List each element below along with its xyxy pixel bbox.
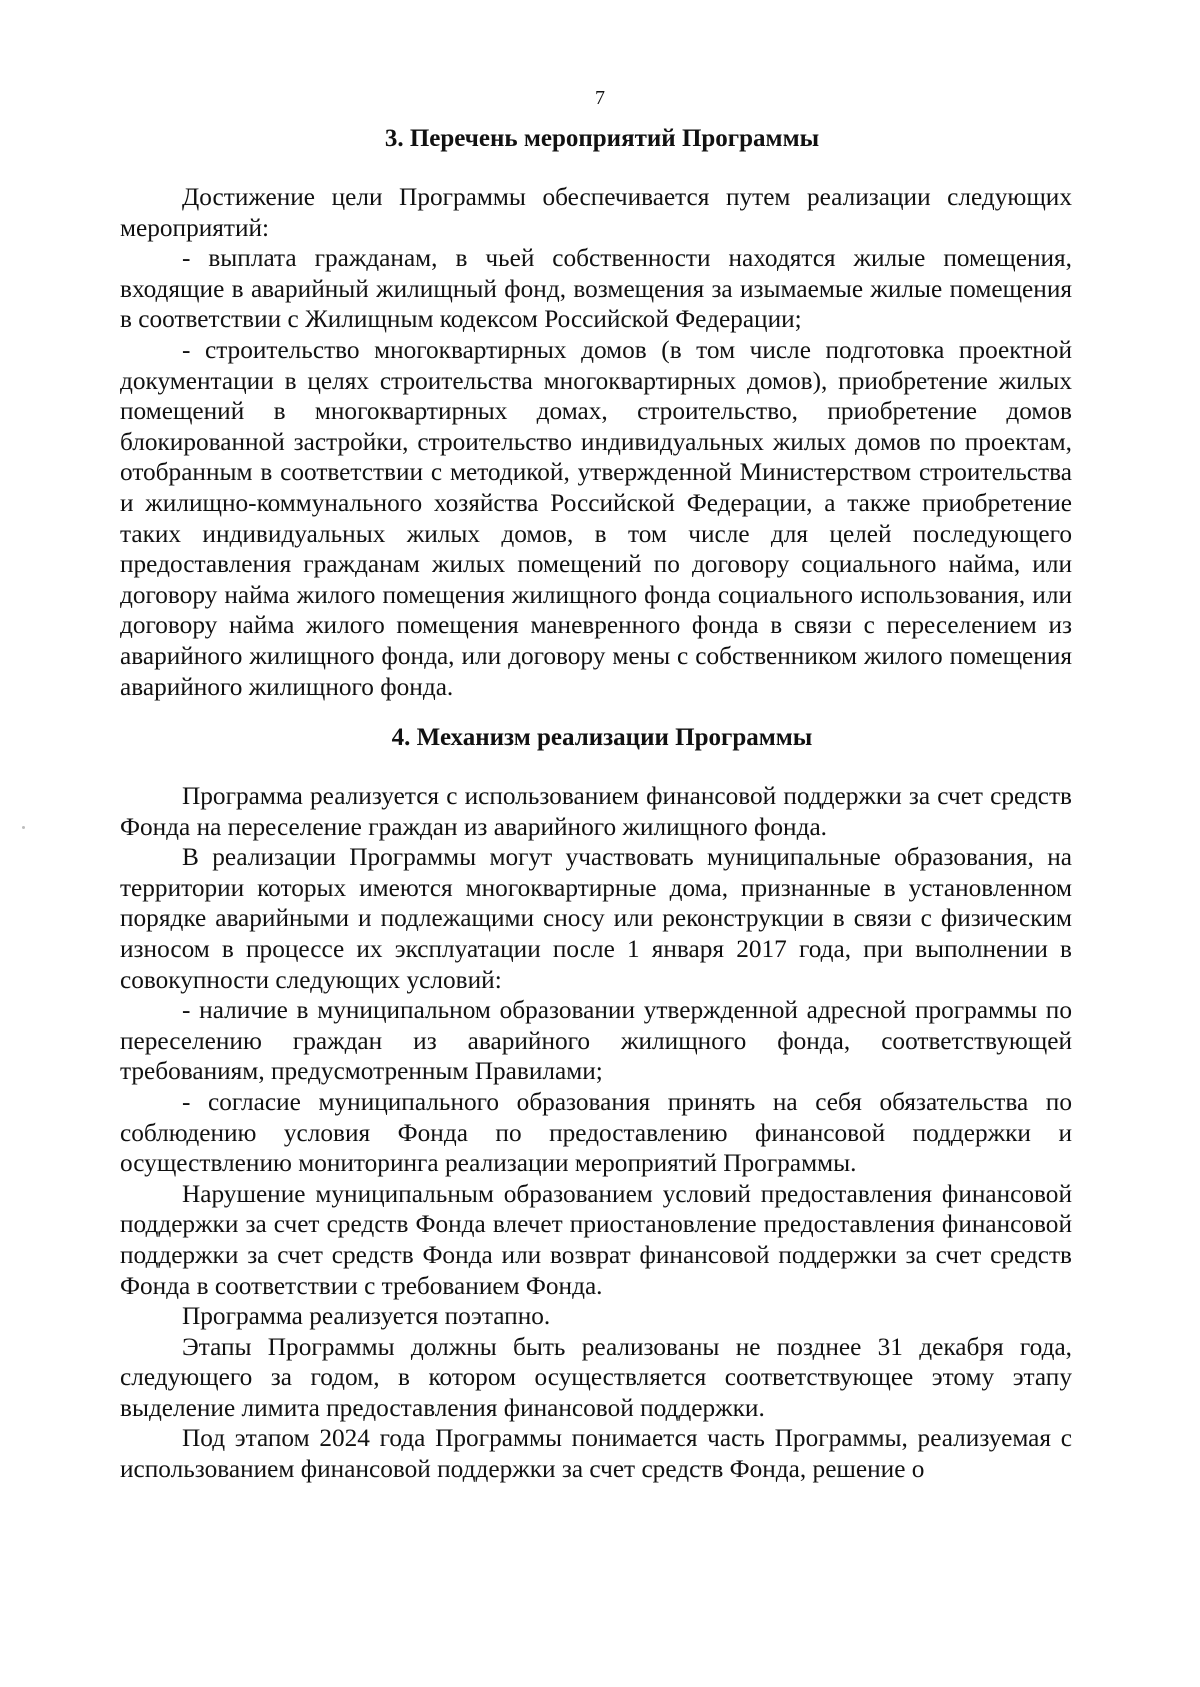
section-4-paragraph-stages: Программа реализуется поэтапно. xyxy=(182,1302,551,1331)
section-4-mechanism xyxy=(120,723,1072,1485)
scan-artifact xyxy=(22,826,25,829)
section-4-paragraph-violation: Нарушение муниципальным образованием условий предоставления финансовой поддержки за счет средств Фонда влечет приостановление предоставления финансовой поддержки за счет средств Фонда или возврат финансовой поддержки за счет средств Фонда в соответствии с требованием Фонда. xyxy=(120,1179,1072,1300)
section-4-bullet-address-program: - наличие в муниципальном образовании утвержденной адресной программы по переселению граждан из аварийного жилищного фонда, соответствующей требованиям, предусмотренным Правилами; xyxy=(120,996,1072,1086)
section-4-paragraph-2024-stage: Под этапом 2024 года Программы понимается часть Программы, реализуемая с использованием финансовой поддержки за счет средств Фонда, решение о xyxy=(120,1424,1072,1484)
section-3-activities xyxy=(120,124,1072,702)
section-3-bullet-payment: - выплата гражданам, в чьей собственности находятся жилые помещения, входящие в аварийный жилищный фонд, возмещения за изымаемые жилые помещения в соответствии с Жилищным кодексом Российской Федерации; xyxy=(120,244,1072,334)
section-3-bullet-construction: - строительство многоквартирных домов (в том числе подготовка проектной документации в целях строительства многоквартирных домов), приобретение жилых помещений в многоквартирных домах, строительство, приобретение домов блокированной застройки, строительство индивидуальных жилых домов по проектам, отобранным в соответствии с методикой, утвержденной Министерством строительства и жилищно-коммунального хозяйства Российской Федерации, а также приобретение таких индивидуальных жилых домов, в том числе для целей последующего предоставления гражданам жилых помещений по договору социального найма, или договору найма жилого помещения жилищного фонда социального использования, или договору найма жилого помещения маневренного фонда в связи с переселением из аварийного жилищного фонда, или договору мены с собственником жилого помещения аварийного жилищного фонда. xyxy=(120,335,1072,701)
section-3-intro: Достижение цели Программы обеспечивается путем реализации следующих мероприятий: xyxy=(120,183,1072,242)
section-4-heading: 4. Механизм реализации Программы xyxy=(391,724,813,751)
section-4-bullet-consent: - согласие муниципального образования принять на себя обязательства по соблюдению условия Фонда по предоставлению финансовой поддержки и осуществлению мониторинга реализации мероприятий Программы. xyxy=(120,1087,1072,1178)
section-4-paragraph-deadline: Этапы Программы должны быть реализованы не позднее 31 декабря года, следующего за годом, в котором осуществляется соответствующее этому этапу выделение лимита предоставления финансовой поддержки. xyxy=(120,1332,1072,1422)
section-4-paragraph-participation: В реализации Программы могут участвовать муниципальные образования, на территории которых имеются многоквартирные дома, признанные в установленном порядке аварийными и подлежащими сносу или реконструкции в связи с физическим износом в процессе их эксплуатации после 1 января 2017 года, при выполнении в совокупности следующих условий: xyxy=(120,843,1072,994)
page-number: 7 xyxy=(595,87,605,109)
section-3-heading: 3. Перечень мероприятий Программы xyxy=(384,125,820,152)
section-4-paragraph-funding: Программа реализуется с использованием финансовой поддержки за счет средств Фонда на переселение граждан из аварийного жилищного фонда. xyxy=(120,782,1072,841)
